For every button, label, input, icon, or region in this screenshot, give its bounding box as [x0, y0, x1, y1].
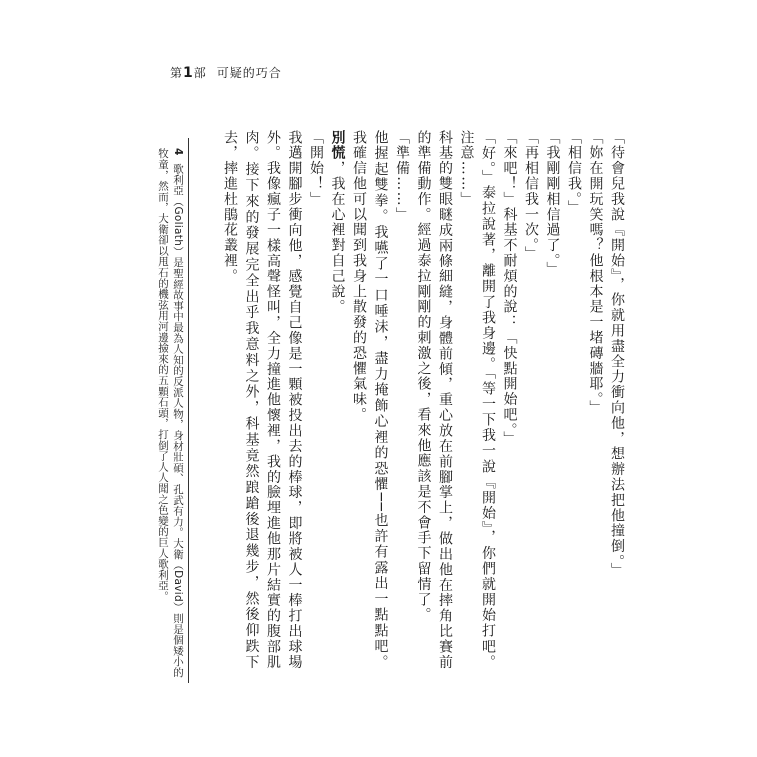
paragraph: 他握起雙拳。我嚥了一口唾沫，盡力掩飾心裡的恐懼──也許有露出一點點吧。我確信他可以聞到我身上散發的恐懼氣味。 [351, 130, 389, 670]
footnote [155, 148, 185, 678]
emphasis-text: 別慌 [329, 130, 346, 161]
part-number: 1 [183, 65, 194, 81]
paragraph: 「待會兒我說『開始』，你就用盡全力衝向他，想辦法把他撞倒。」 [609, 130, 625, 578]
part-suffix: 部 [193, 66, 207, 80]
footnote-text: 歌利亞（Goliath）是聖經故事中最為人知的反派人物，身材壯碩、孔武有力。大衛（David）則是個矮小的牧童，然而，大衛卻以甩石的機弦用河邊撿來的五顆石頭，打倒了人人聞之色變的巨人歌利亞。 [157, 148, 184, 678]
body-text [219, 130, 628, 670]
paragraph: 科基的雙眼瞇成兩條細縫，身體前傾，重心放在前腳掌上，做出他在摔角比賽前的準備動作。經過泰拉剛剛的刺激之後，看來他應該是不會手下留情了。 [415, 130, 453, 670]
part-prefix: 第 [170, 66, 184, 80]
paragraph: 「準備……」 [394, 130, 410, 223]
paragraph: 「再相信我一次。」 [523, 130, 539, 262]
chapter-title: 可疑的巧合 [216, 66, 282, 80]
paragraph: 「開始！」 [308, 130, 324, 207]
paragraph: 「好。」泰拉說著，離開了我身邊。「等一下我一說『開始』，你們就開始打吧。注意……」 [458, 130, 496, 670]
running-header [170, 64, 282, 81]
paragraph: 「相信我。」 [566, 130, 582, 216]
footnote-number: 4 [172, 148, 184, 156]
paragraph: 我邁開腳步衝向他，感覺自己像是一顆被投出去的棒球，即將被人一棒打出球場外。我像瘋子一樣高聲怪叫，全力撞進他懷裡，我的臉埋進他那片結實的腹部肌肉。接下來的發展完全出乎我意料之外，科基竟然踉蹌後退幾步，然後仰跌下去，摔進杜鵑花叢裡。 [222, 130, 303, 670]
paragraph-emphasis [326, 130, 348, 670]
paragraph: 「我剛剛相信過了。」 [544, 130, 561, 277]
footnote-divider [188, 138, 189, 683]
emphasis-rest: ，我在心裡對自己說。 [329, 160, 346, 315]
paragraph: 「妳在開玩笑嗎？他根本是一堵磚牆耶。」 [587, 130, 604, 416]
paragraph: 「來吧！」科基不耐煩的說：「快點開始吧。」 [501, 130, 518, 447]
